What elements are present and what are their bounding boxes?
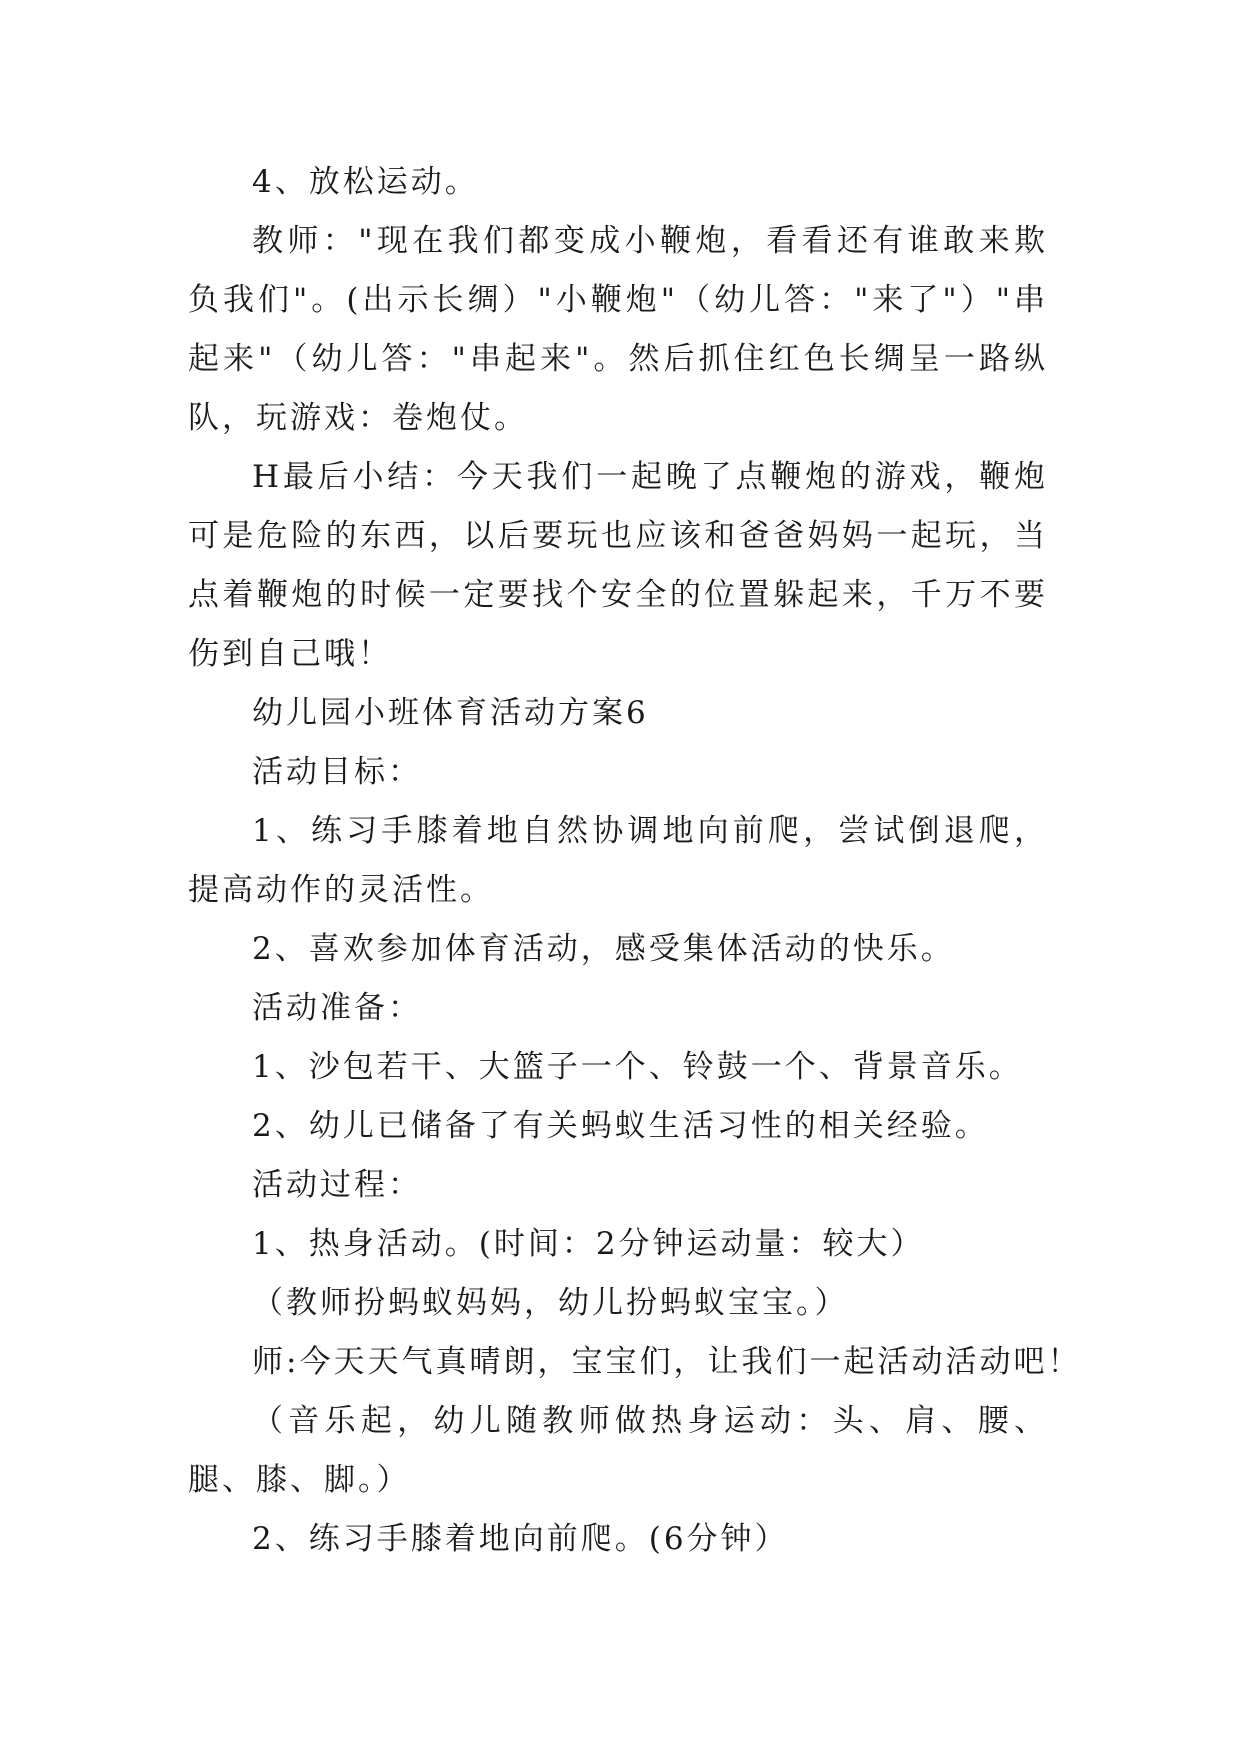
process-music-warmup: （音乐起，幼儿随教师做热身运动：头、肩、腰、腿、膝、脚。） bbox=[188, 1403, 1048, 1498]
section-title-plan-6: 幼儿园小班体育活动方案6 bbox=[252, 695, 649, 731]
heading-activity-preparation: 活动准备： bbox=[252, 990, 422, 1026]
preparation-item-2: 2、幼儿已储备了有关蚂蚁生活习性的相关经验。 bbox=[252, 1108, 989, 1144]
document-body bbox=[188, 153, 1082, 1569]
heading-activity-goals: 活动目标： bbox=[252, 754, 422, 790]
heading-activity-process: 活动过程： bbox=[252, 1167, 422, 1203]
process-step-1-warmup: 1、热身活动。(时间：2分钟运动量：较大） bbox=[252, 1226, 925, 1262]
process-roles-note: （教师扮蚂蚁妈妈，幼儿扮蚂蚁宝宝。） bbox=[252, 1285, 849, 1321]
process-step-2-crawl: 2、练习手膝着地向前爬。(6分钟） bbox=[252, 1521, 789, 1557]
process-teacher-line: 师:今天天气真晴朗，宝宝们，让我们一起活动活动吧！ bbox=[252, 1344, 1082, 1380]
goal-item-2: 2、喜欢参加体育活动，感受集体活动的快乐。 bbox=[252, 931, 955, 967]
paragraph-relax-exercise: 4、放松运动。 bbox=[252, 164, 479, 200]
paragraph-summary: H最后小结：今天我们一起晚了点鞭炮的游戏，鞭炮可是危险的东西，以后要玩也应该和爸爸妈妈一起玩，当点着鞭炮的时候一定要找个安全的位置躲起来，千万不要伤到自己哦！ bbox=[188, 459, 1048, 672]
paragraph-teacher-firecracker-game: 教师："现在我们都变成小鞭炮，看看还有谁敢来欺负我们"。(出示长绸）"小鞭炮"（幼儿答："来了"）"串起来"（幼儿答："串起来"。然后抓住红色长绸呈一路纵队，玩游戏：卷炮仗。 bbox=[188, 223, 1048, 436]
goal-item-1: 1、练习手膝着地自然协调地向前爬，尝试倒退爬，提高动作的灵活性。 bbox=[188, 813, 1048, 908]
preparation-item-1: 1、沙包若干、大篮子一个、铃鼓一个、背景音乐。 bbox=[252, 1049, 1023, 1085]
